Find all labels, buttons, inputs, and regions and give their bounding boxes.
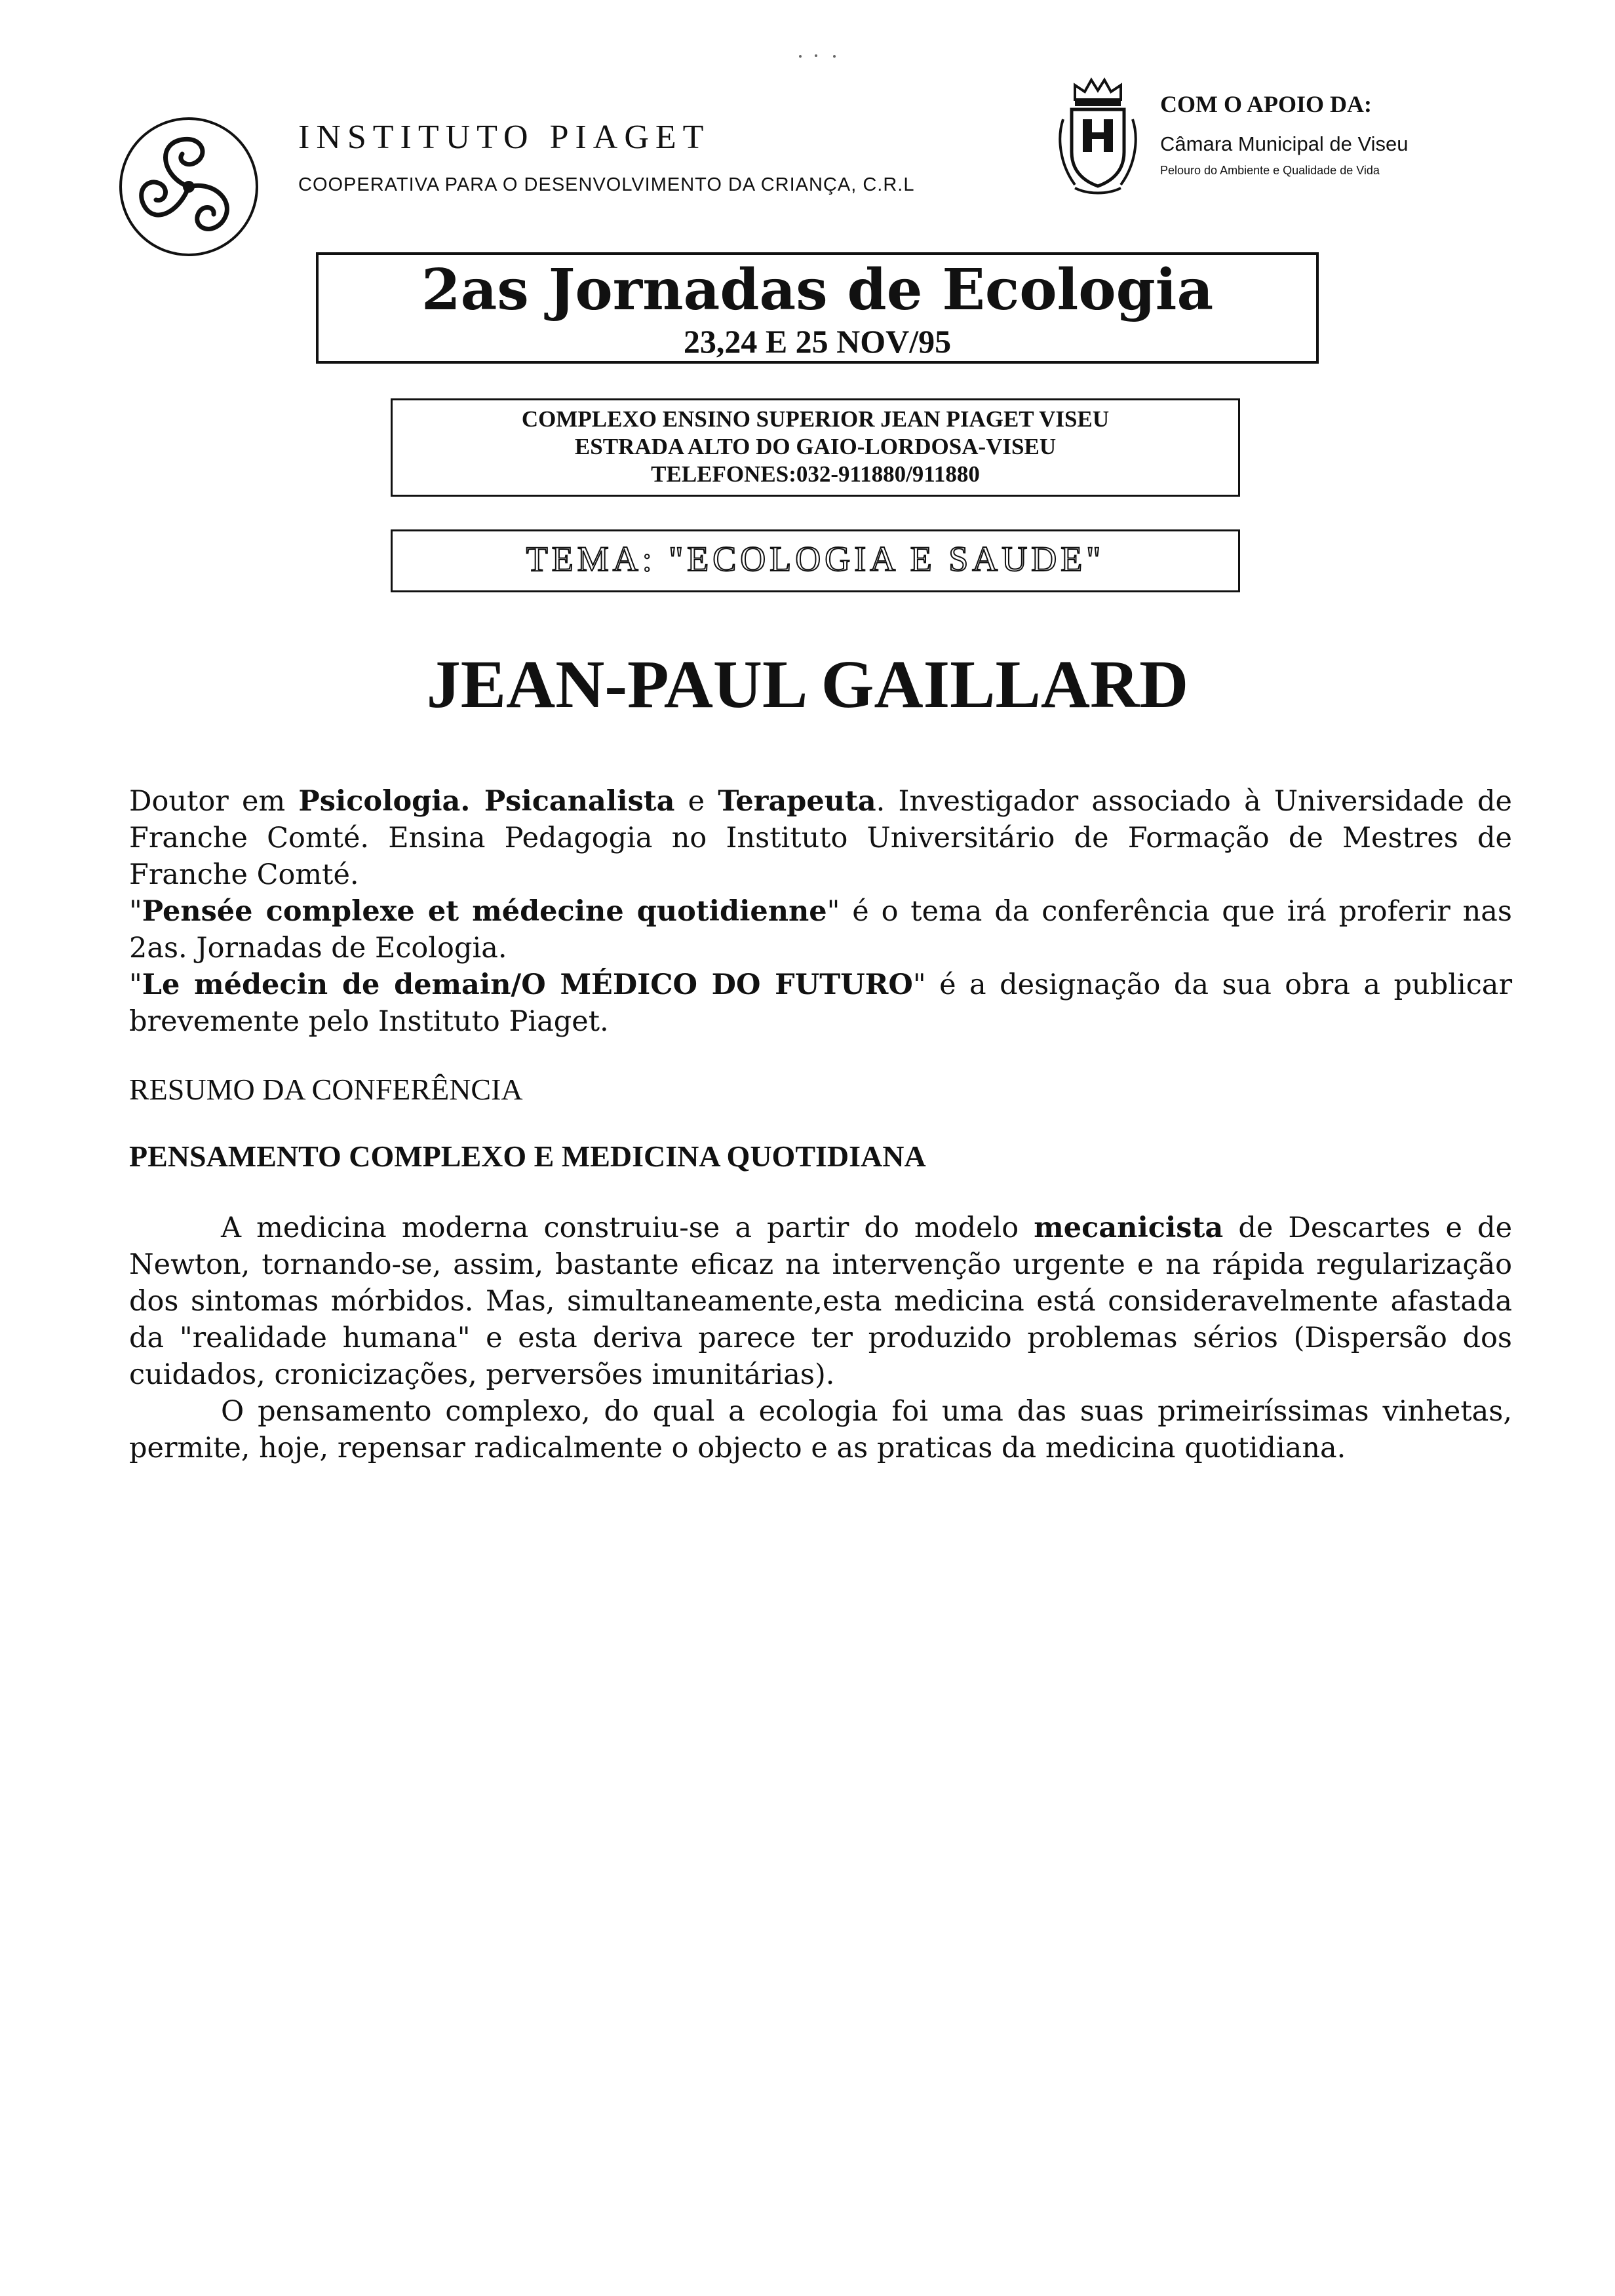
summary-heading: PENSAMENTO COMPLEXO E MEDICINA QUOTIDIANA (129, 1139, 926, 1173)
support-council: Câmara Municipal de Viseu (1160, 132, 1409, 155)
event-dates: 23,24 E 25 NOV/95 (683, 323, 952, 360)
support-title: COM O APOIO DA: (1160, 91, 1372, 117)
summary-paragraph-2: O pensamento complexo, do qual a ecologia foi uma das suas primeiríssimas vinhetas, permite, hoje, repensar radicalmente o objecto e as praticas da medicina quotidiana. (129, 1395, 1512, 1464)
organization-subtitle: COOPERATIVA PARA O DESENVOLVIMENTO DA CRIANÇA, C.R.L (298, 174, 915, 195)
venue-line-1: COMPLEXO ENSINO SUPERIOR JEAN PIAGET VISEU (521, 406, 1110, 432)
bio-paragraph-3: "Le médecin de demain/O MÉDICO DO FUTURO" é a designação da sua obra a publicar brevemente pelo Instituto Piaget. (129, 968, 1512, 1038)
conference-summary (129, 1210, 1512, 1466)
speaker-bio (129, 783, 1512, 1040)
speaker-name: JEAN-PAUL GAILLARD (426, 647, 1189, 722)
municipal-crest-icon (1049, 73, 1147, 198)
bio-paragraph-2: "Pensée complexe et médecine quotidienne" é o tema da conferência que irá proferir nas 2as. Jornadas de Ecologia. (129, 895, 1513, 965)
event-title: 2as Jornadas de Ecologia (421, 257, 1214, 323)
summary-paragraph-1: A medicina moderna construiu-se a partir do modelo mecanicista de Descartes e de Newton, tornando-se, assim, bastante eficaz na intervenção urgente e na rápida regularização dos sintomas mórbidos. Mas, simultaneamente,esta medicina está consideravelmente afastada da "realidade humana" e esta deriva parece ter produzido problemas sérios (Dispersão dos cuidados, cronicizações, perversões imunitárias). (129, 1212, 1513, 1391)
triskelion-logo-icon (117, 115, 261, 259)
summary-label: RESUMO DA CONFERÊNCIA (129, 1073, 523, 1106)
support-department: Pelouro do Ambiente e Qualidade de Vida (1160, 164, 1380, 177)
scan-mark (796, 54, 842, 59)
venue-line-2: ESTRADA ALTO DO GAIO-LORDOSA-VISEU (574, 434, 1057, 459)
venue-phones: TELEFONES:032-911880/911880 (651, 461, 980, 487)
venue-box (391, 398, 1240, 497)
organization-name: INSTITUTO PIAGET (298, 119, 710, 156)
bio-paragraph-1: Doutor em Psicologia. Psicanalista e Terapeuta. Investigador associado à Universidade de Franche Comté. Ensina Pedagogia no Instituto Universitário de Formação de Mestres de Franche Comté. (129, 785, 1512, 891)
theme-box: TEMA: "ECOLOGIA E SAUDE" (391, 529, 1240, 592)
event-title-box (316, 252, 1319, 364)
